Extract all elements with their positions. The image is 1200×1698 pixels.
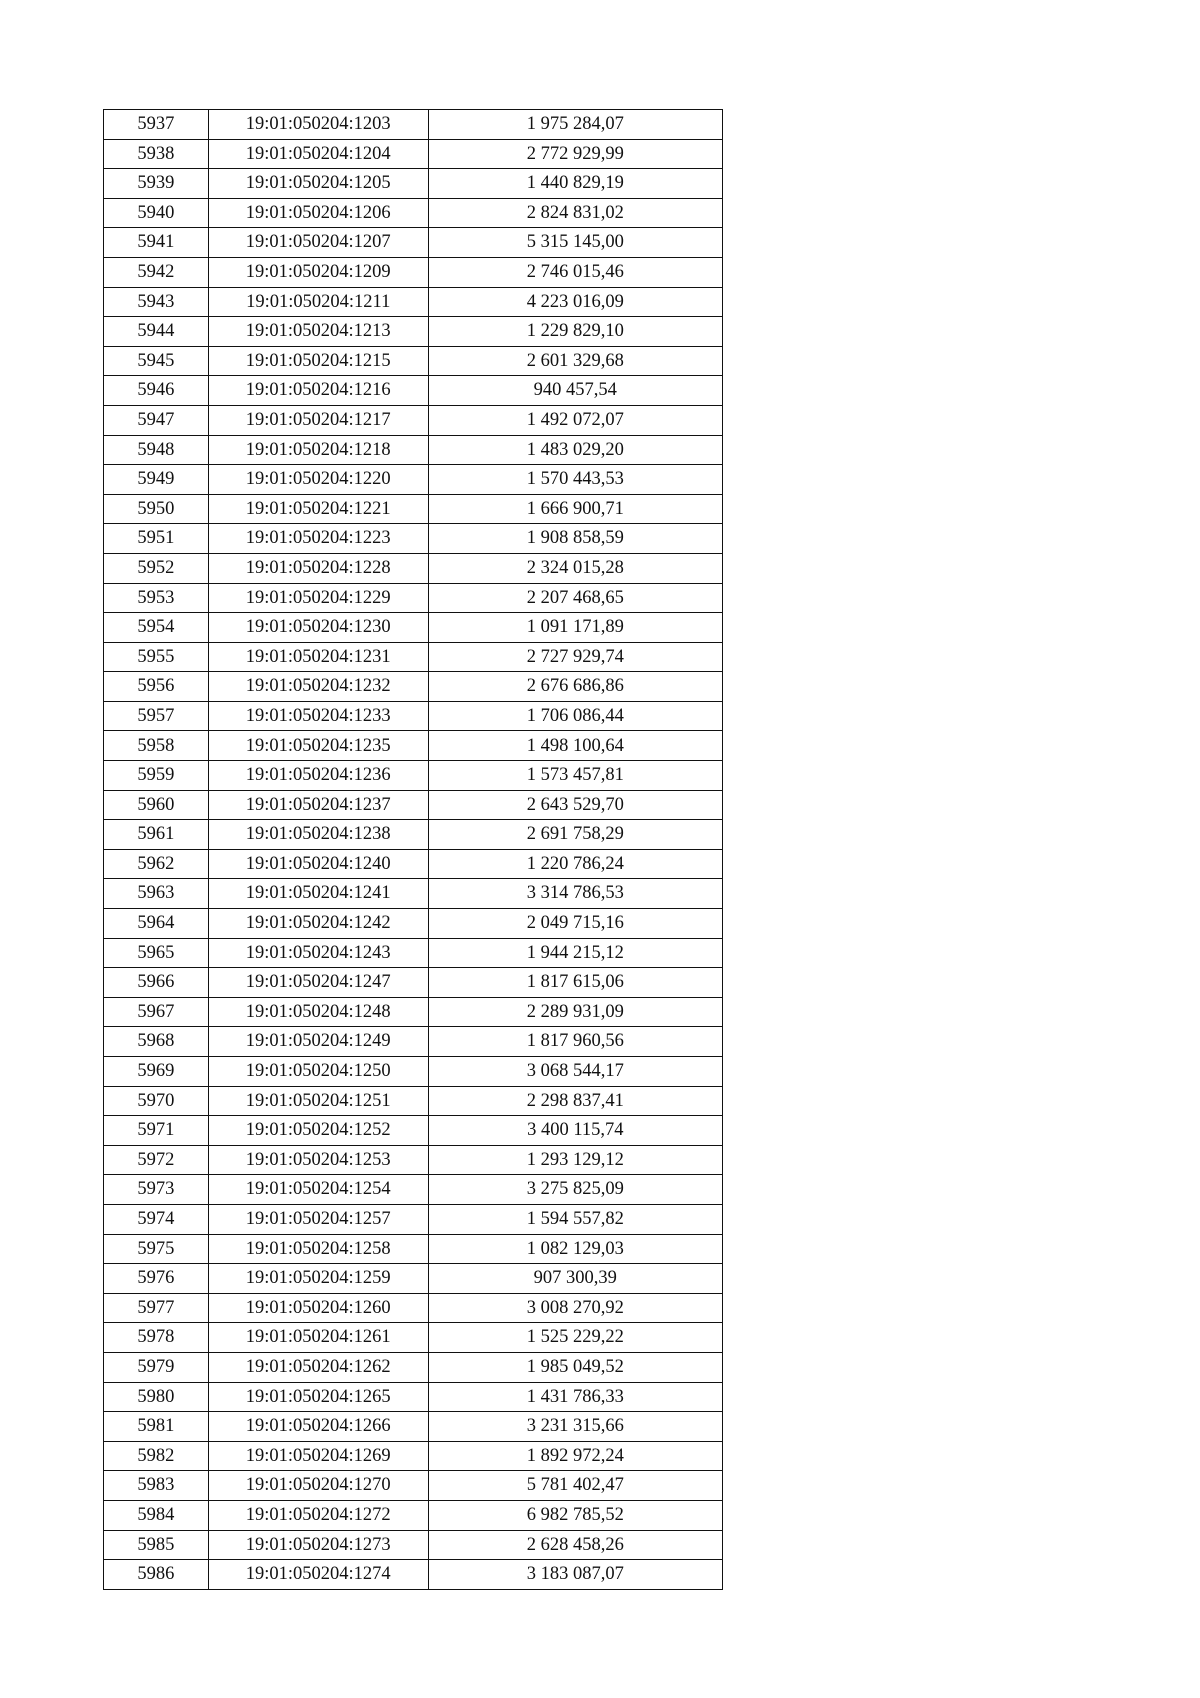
cadastral-number-cell: 19:01:050204:1262 — [208, 1352, 428, 1382]
cadastral-value-cell: 1 229 829,10 — [428, 317, 722, 347]
cadastral-value-cell: 1 573 457,81 — [428, 761, 722, 791]
cadastral-value-cell: 1 817 960,56 — [428, 1027, 722, 1057]
cadastral-value-cell: 3 183 087,07 — [428, 1560, 722, 1590]
cadastral-number-cell: 19:01:050204:1241 — [208, 879, 428, 909]
row-number-cell: 5940 — [104, 198, 209, 228]
row-number-cell: 5953 — [104, 583, 209, 613]
table-row — [104, 376, 723, 406]
cadastral-value-cell: 4 223 016,09 — [428, 287, 722, 317]
table-row — [104, 1086, 723, 1116]
table-row — [104, 317, 723, 347]
cadastral-number-cell: 19:01:050204:1237 — [208, 790, 428, 820]
cadastral-value-cell: 3 314 786,53 — [428, 879, 722, 909]
row-number-cell: 5969 — [104, 1057, 209, 1087]
table-row — [104, 1264, 723, 1294]
cadastral-number-cell: 19:01:050204:1216 — [208, 376, 428, 406]
cadastral-value-cell: 2 289 931,09 — [428, 997, 722, 1027]
table-row — [104, 405, 723, 435]
cadastral-number-cell: 19:01:050204:1252 — [208, 1116, 428, 1146]
row-number-cell: 5937 — [104, 110, 209, 140]
row-number-cell: 5964 — [104, 909, 209, 939]
row-number-cell: 5985 — [104, 1530, 209, 1560]
table-row — [104, 228, 723, 258]
cadastral-number-cell: 19:01:050204:1223 — [208, 524, 428, 554]
cadastral-value-cell: 1 594 557,82 — [428, 1204, 722, 1234]
table-row — [104, 820, 723, 850]
row-number-cell: 5979 — [104, 1352, 209, 1382]
cadastral-number-cell: 19:01:050204:1217 — [208, 405, 428, 435]
cadastral-number-cell: 19:01:050204:1270 — [208, 1471, 428, 1501]
table-row — [104, 553, 723, 583]
table-body — [104, 110, 723, 1590]
row-number-cell: 5980 — [104, 1382, 209, 1412]
cadastral-value-cell: 1 706 086,44 — [428, 701, 722, 731]
cadastral-value-table — [103, 109, 723, 1590]
cadastral-number-cell: 19:01:050204:1265 — [208, 1382, 428, 1412]
cadastral-number-cell: 19:01:050204:1240 — [208, 849, 428, 879]
cadastral-number-cell: 19:01:050204:1211 — [208, 287, 428, 317]
cadastral-number-cell: 19:01:050204:1207 — [208, 228, 428, 258]
cadastral-value-cell: 1 817 615,06 — [428, 968, 722, 998]
table-row — [104, 257, 723, 287]
table-row — [104, 524, 723, 554]
cadastral-value-cell: 1 570 443,53 — [428, 465, 722, 495]
cadastral-value-cell: 1 908 858,59 — [428, 524, 722, 554]
table-row — [104, 997, 723, 1027]
table-row — [104, 465, 723, 495]
table-row — [104, 672, 723, 702]
cadastral-number-cell: 19:01:050204:1229 — [208, 583, 428, 613]
table-row — [104, 1057, 723, 1087]
cadastral-value-cell: 1 492 072,07 — [428, 405, 722, 435]
cadastral-value-cell: 3 275 825,09 — [428, 1175, 722, 1205]
cadastral-value-cell: 1 440 829,19 — [428, 169, 722, 199]
cadastral-value-cell: 5 315 145,00 — [428, 228, 722, 258]
cadastral-value-cell: 1 293 129,12 — [428, 1145, 722, 1175]
row-number-cell: 5974 — [104, 1204, 209, 1234]
row-number-cell: 5948 — [104, 435, 209, 465]
table-row — [104, 494, 723, 524]
row-number-cell: 5970 — [104, 1086, 209, 1116]
cadastral-value-cell: 2 601 329,68 — [428, 346, 722, 376]
cadastral-value-cell: 907 300,39 — [428, 1264, 722, 1294]
cadastral-number-cell: 19:01:050204:1248 — [208, 997, 428, 1027]
table-row — [104, 287, 723, 317]
row-number-cell: 5942 — [104, 257, 209, 287]
table-row — [104, 909, 723, 939]
row-number-cell: 5938 — [104, 139, 209, 169]
table-row — [104, 1352, 723, 1382]
table-row — [104, 1560, 723, 1590]
cadastral-value-cell: 3 231 315,66 — [428, 1412, 722, 1442]
cadastral-value-cell: 1 892 972,24 — [428, 1441, 722, 1471]
row-number-cell: 5943 — [104, 287, 209, 317]
cadastral-value-cell: 2 772 929,99 — [428, 139, 722, 169]
cadastral-value-cell: 5 781 402,47 — [428, 1471, 722, 1501]
cadastral-value-cell: 3 068 544,17 — [428, 1057, 722, 1087]
cadastral-value-cell: 1 525 229,22 — [428, 1323, 722, 1353]
cadastral-number-cell: 19:01:050204:1251 — [208, 1086, 428, 1116]
row-number-cell: 5971 — [104, 1116, 209, 1146]
cadastral-value-cell: 1 666 900,71 — [428, 494, 722, 524]
cadastral-value-cell: 1 091 171,89 — [428, 613, 722, 643]
row-number-cell: 5946 — [104, 376, 209, 406]
cadastral-value-cell: 2 049 715,16 — [428, 909, 722, 939]
row-number-cell: 5975 — [104, 1234, 209, 1264]
cadastral-number-cell: 19:01:050204:1259 — [208, 1264, 428, 1294]
cadastral-value-cell: 1 082 129,03 — [428, 1234, 722, 1264]
row-number-cell: 5952 — [104, 553, 209, 583]
row-number-cell: 5957 — [104, 701, 209, 731]
table-row — [104, 139, 723, 169]
cadastral-value-cell: 3 400 115,74 — [428, 1116, 722, 1146]
table-row — [104, 613, 723, 643]
row-number-cell: 5960 — [104, 790, 209, 820]
table-row — [104, 1500, 723, 1530]
cadastral-number-cell: 19:01:050204:1261 — [208, 1323, 428, 1353]
cadastral-number-cell: 19:01:050204:1233 — [208, 701, 428, 731]
cadastral-number-cell: 19:01:050204:1209 — [208, 257, 428, 287]
table-row — [104, 583, 723, 613]
cadastral-number-cell: 19:01:050204:1232 — [208, 672, 428, 702]
cadastral-number-cell: 19:01:050204:1258 — [208, 1234, 428, 1264]
cadastral-number-cell: 19:01:050204:1204 — [208, 139, 428, 169]
row-number-cell: 5958 — [104, 731, 209, 761]
cadastral-value-cell: 2 298 837,41 — [428, 1086, 722, 1116]
row-number-cell: 5965 — [104, 938, 209, 968]
table-row — [104, 731, 723, 761]
cadastral-number-cell: 19:01:050204:1238 — [208, 820, 428, 850]
cadastral-number-cell: 19:01:050204:1215 — [208, 346, 428, 376]
cadastral-number-cell: 19:01:050204:1236 — [208, 761, 428, 791]
row-number-cell: 5945 — [104, 346, 209, 376]
cadastral-number-cell: 19:01:050204:1272 — [208, 1500, 428, 1530]
table-row — [104, 642, 723, 672]
table-row — [104, 1145, 723, 1175]
table-row — [104, 790, 723, 820]
cadastral-value-cell: 2 746 015,46 — [428, 257, 722, 287]
table-row — [104, 1323, 723, 1353]
row-number-cell: 5967 — [104, 997, 209, 1027]
cadastral-value-cell: 1 975 284,07 — [428, 110, 722, 140]
table-row — [104, 1293, 723, 1323]
cadastral-number-cell: 19:01:050204:1242 — [208, 909, 428, 939]
cadastral-number-cell: 19:01:050204:1213 — [208, 317, 428, 347]
table-row — [104, 761, 723, 791]
table-row — [104, 1204, 723, 1234]
row-number-cell: 5955 — [104, 642, 209, 672]
row-number-cell: 5949 — [104, 465, 209, 495]
cadastral-number-cell: 19:01:050204:1266 — [208, 1412, 428, 1442]
cadastral-value-cell: 2 691 758,29 — [428, 820, 722, 850]
cadastral-value-cell: 1 944 215,12 — [428, 938, 722, 968]
table-row — [104, 110, 723, 140]
cadastral-value-cell: 2 824 831,02 — [428, 198, 722, 228]
cadastral-number-cell: 19:01:050204:1203 — [208, 110, 428, 140]
cadastral-value-cell: 1 431 786,33 — [428, 1382, 722, 1412]
cadastral-number-cell: 19:01:050204:1249 — [208, 1027, 428, 1057]
table-row — [104, 1471, 723, 1501]
cadastral-value-cell: 2 643 529,70 — [428, 790, 722, 820]
table-row — [104, 1116, 723, 1146]
cadastral-number-cell: 19:01:050204:1274 — [208, 1560, 428, 1590]
row-number-cell: 5962 — [104, 849, 209, 879]
row-number-cell: 5978 — [104, 1323, 209, 1353]
row-number-cell: 5941 — [104, 228, 209, 258]
row-number-cell: 5959 — [104, 761, 209, 791]
row-number-cell: 5976 — [104, 1264, 209, 1294]
row-number-cell: 5951 — [104, 524, 209, 554]
table-row — [104, 1027, 723, 1057]
cadastral-number-cell: 19:01:050204:1257 — [208, 1204, 428, 1234]
cadastral-number-cell: 19:01:050204:1231 — [208, 642, 428, 672]
table-row — [104, 1234, 723, 1264]
cadastral-number-cell: 19:01:050204:1253 — [208, 1145, 428, 1175]
cadastral-number-cell: 19:01:050204:1235 — [208, 731, 428, 761]
row-number-cell: 5981 — [104, 1412, 209, 1442]
cadastral-number-cell: 19:01:050204:1218 — [208, 435, 428, 465]
cadastral-value-cell: 2 207 468,65 — [428, 583, 722, 613]
cadastral-number-cell: 19:01:050204:1247 — [208, 968, 428, 998]
row-number-cell: 5977 — [104, 1293, 209, 1323]
cadastral-number-cell: 19:01:050204:1221 — [208, 494, 428, 524]
row-number-cell: 5982 — [104, 1441, 209, 1471]
cadastral-value-cell: 2 324 015,28 — [428, 553, 722, 583]
row-number-cell: 5947 — [104, 405, 209, 435]
table-row — [104, 1412, 723, 1442]
cadastral-number-cell: 19:01:050204:1228 — [208, 553, 428, 583]
cadastral-value-cell: 1 220 786,24 — [428, 849, 722, 879]
cadastral-value-cell: 2 676 686,86 — [428, 672, 722, 702]
cadastral-number-cell: 19:01:050204:1254 — [208, 1175, 428, 1205]
cadastral-number-cell: 19:01:050204:1269 — [208, 1441, 428, 1471]
row-number-cell: 5968 — [104, 1027, 209, 1057]
row-number-cell: 5983 — [104, 1471, 209, 1501]
row-number-cell: 5954 — [104, 613, 209, 643]
table-row — [104, 1175, 723, 1205]
cadastral-value-cell: 3 008 270,92 — [428, 1293, 722, 1323]
table-row — [104, 435, 723, 465]
row-number-cell: 5966 — [104, 968, 209, 998]
table-row — [104, 169, 723, 199]
cadastral-value-cell: 1 483 029,20 — [428, 435, 722, 465]
table-row — [104, 879, 723, 909]
cadastral-number-cell: 19:01:050204:1250 — [208, 1057, 428, 1087]
cadastral-number-cell: 19:01:050204:1273 — [208, 1530, 428, 1560]
cadastral-number-cell: 19:01:050204:1230 — [208, 613, 428, 643]
table-row — [104, 968, 723, 998]
cadastral-number-cell: 19:01:050204:1260 — [208, 1293, 428, 1323]
cadastral-number-cell: 19:01:050204:1205 — [208, 169, 428, 199]
row-number-cell: 5961 — [104, 820, 209, 850]
row-number-cell: 5963 — [104, 879, 209, 909]
table-row — [104, 938, 723, 968]
row-number-cell: 5944 — [104, 317, 209, 347]
cadastral-value-cell: 1 985 049,52 — [428, 1352, 722, 1382]
table-row — [104, 849, 723, 879]
cadastral-value-cell: 2 727 929,74 — [428, 642, 722, 672]
cadastral-number-cell: 19:01:050204:1243 — [208, 938, 428, 968]
table-row — [104, 198, 723, 228]
row-number-cell: 5984 — [104, 1500, 209, 1530]
cadastral-value-cell: 940 457,54 — [428, 376, 722, 406]
cadastral-number-cell: 19:01:050204:1220 — [208, 465, 428, 495]
table-row — [104, 1382, 723, 1412]
row-number-cell: 5972 — [104, 1145, 209, 1175]
table-row — [104, 1441, 723, 1471]
cadastral-value-cell: 2 628 458,26 — [428, 1530, 722, 1560]
table-row — [104, 1530, 723, 1560]
row-number-cell: 5950 — [104, 494, 209, 524]
cadastral-number-cell: 19:01:050204:1206 — [208, 198, 428, 228]
table-row — [104, 346, 723, 376]
row-number-cell: 5939 — [104, 169, 209, 199]
row-number-cell: 5956 — [104, 672, 209, 702]
row-number-cell: 5973 — [104, 1175, 209, 1205]
cadastral-value-cell: 1 498 100,64 — [428, 731, 722, 761]
cadastral-value-cell: 6 982 785,52 — [428, 1500, 722, 1530]
row-number-cell: 5986 — [104, 1560, 209, 1590]
table-row — [104, 701, 723, 731]
